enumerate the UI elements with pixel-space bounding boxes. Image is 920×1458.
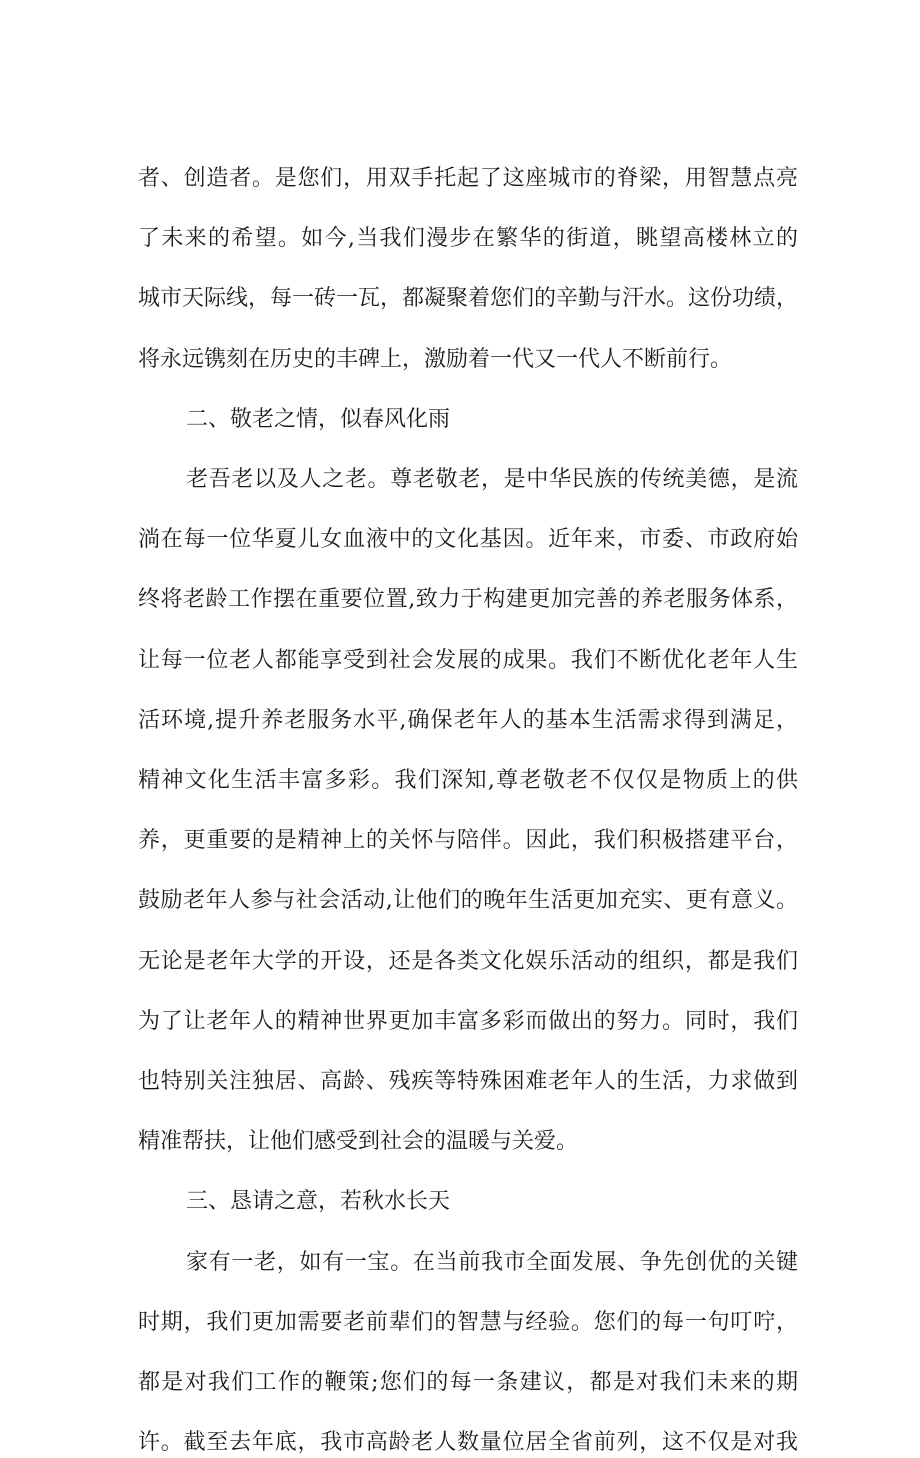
text-line: 者、创造者。是您们，用双手托起了这座城市的脊梁，用智慧点亮: [138, 166, 798, 191]
text-line: 无论是老年大学的开设，还是各类文化娱乐活动的组织，都是我们: [138, 949, 798, 974]
text-line: 为了让老年人的精神世界更加丰富多彩而做出的努力。同时，我们: [138, 1009, 798, 1034]
text-line: 鼓励老年人参与社会活动,让他们的晚年生活更加充实、更有意义。: [138, 888, 798, 913]
text-line: 时期，我们更加需要老前辈们的智慧与经验。您们的每一句叮咛，: [138, 1310, 798, 1335]
text-line: 也特别关注独居、高龄、残疾等特殊困难老年人的生活，力求做到: [138, 1069, 798, 1094]
text-line: 活环境,提升养老服务水平,确保老年人的基本生活需求得到满足，: [138, 708, 798, 733]
text-line: 家有一老，如有一宝。在当前我市全面发展、争先创优的关键: [186, 1250, 798, 1275]
text-line: 老吾老以及人之老。尊老敬老，是中华民族的传统美德，是流: [186, 467, 798, 492]
section-heading: 三、恳请之意，若秋水长天: [186, 1189, 451, 1214]
text-line: 精准帮扶，让他们感受到社会的温暖与关爱。: [138, 1129, 579, 1154]
section-heading: 二、敬老之情，似春风化雨: [186, 407, 451, 432]
text-line: 许。截至去年底，我市高龄老人数量位居全省前列，这不仅是对我: [138, 1430, 798, 1455]
text-line: 了未来的希望。如今,当我们漫步在繁华的街道，眺望高楼林立的: [138, 226, 798, 251]
text-line: 都是对我们工作的鞭策;您们的每一条建议，都是对我们未来的期: [138, 1370, 798, 1395]
text-line: 终将老龄工作摆在重要位置,致力于构建更加完善的养老服务体系，: [138, 587, 798, 612]
text-line: 淌在每一位华夏儿女血液中的文化基因。近年来，市委、市政府始: [138, 527, 798, 552]
text-line: 城市天际线，每一砖一瓦，都凝聚着您们的辛勤与汗水。这份功绩，: [138, 286, 799, 311]
text-line: 让每一位老人都能享受到社会发展的成果。我们不断优化老年人生: [138, 648, 798, 673]
text-line: 养，更重要的是精神上的关怀与陪伴。因此，我们积极搭建平台，: [138, 828, 798, 853]
text-line: 精神文化生活丰富多彩。我们深知,尊老敬老不仅仅是物质上的供: [138, 768, 798, 793]
text-line: 将永远镌刻在历史的丰碑上，激励着一代又一代人不断前行。: [138, 347, 733, 372]
